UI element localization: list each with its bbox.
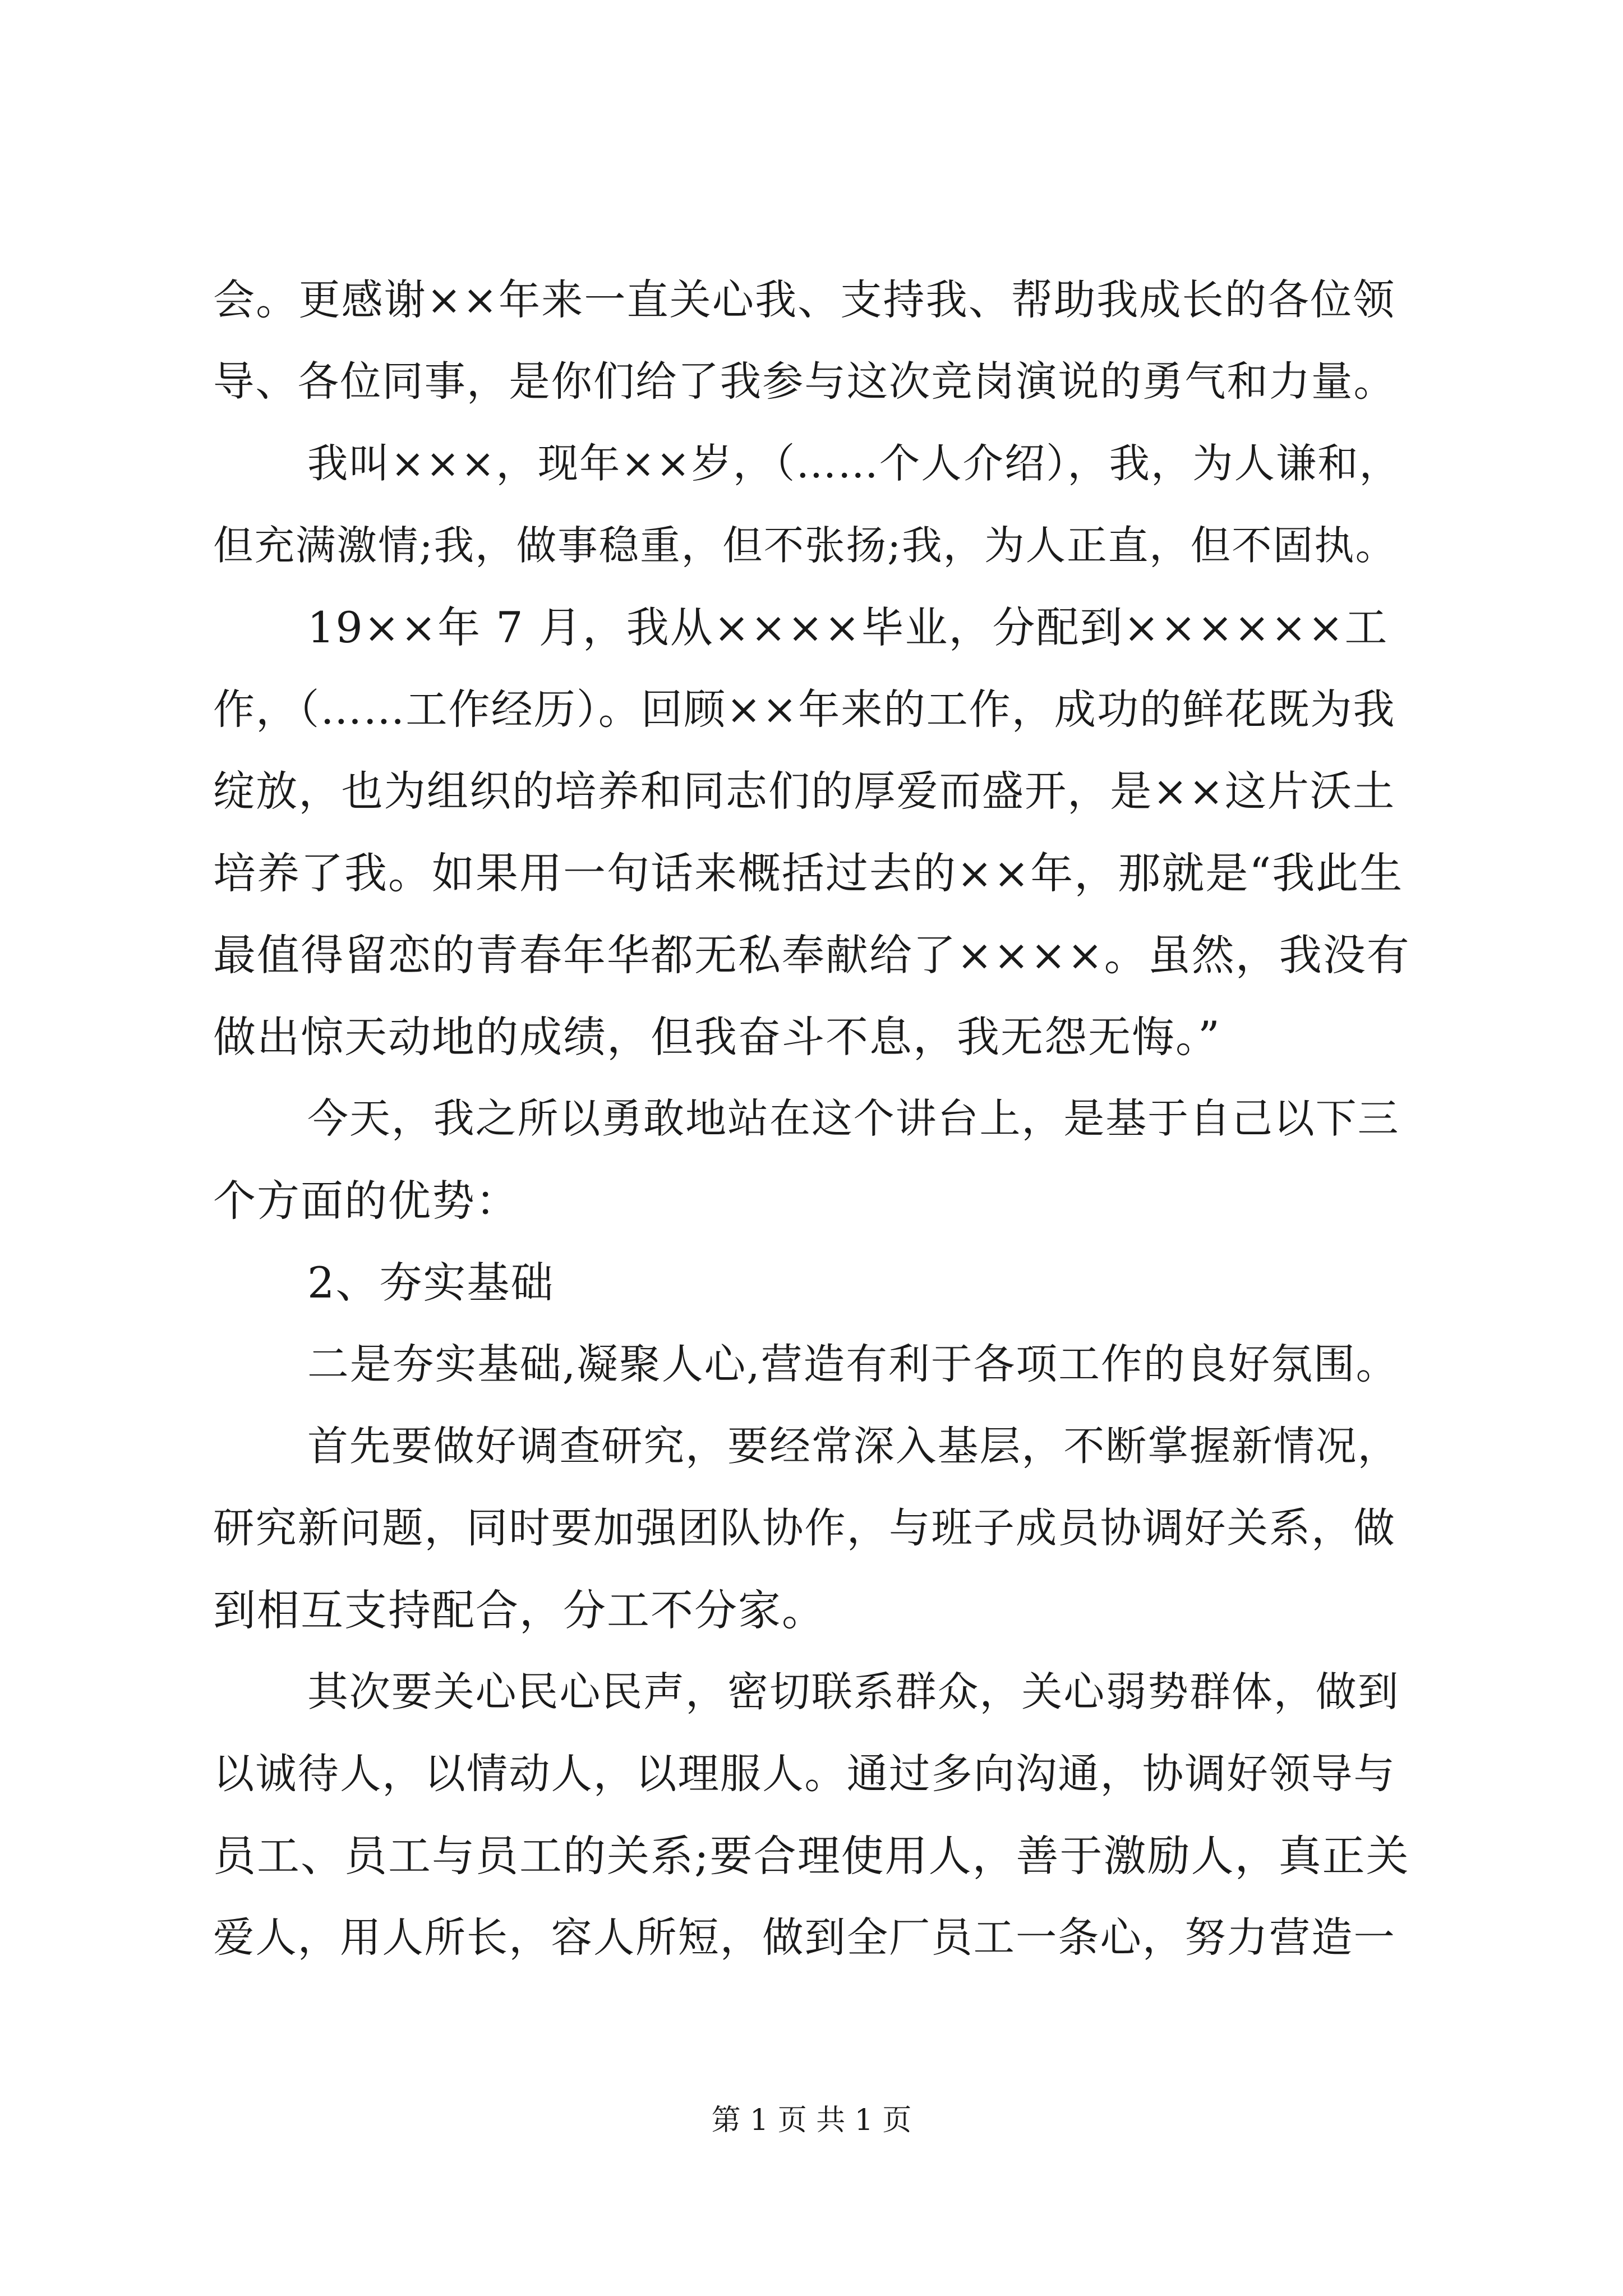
text-line: 绽放，也为组织的培养和同志们的厚爱而盛开，是××这片沃土 [213, 767, 1396, 816]
text-line: 个方面的优势： [213, 1176, 519, 1226]
section-heading: 2、夯实基础 [307, 1258, 555, 1308]
text-line: 员工、员工与员工的关系;要合理使用人，善于激励人，真正关 [213, 1831, 1410, 1881]
text-line: 但充满激情;我，做事稳重，但不张扬;我，为人正直，但不固执。 [213, 522, 1397, 569]
text-line: 19××年 7 月，我从××××毕业，分配到××××××工 [307, 602, 1389, 652]
text-line: 以诚待人，以情动人，以理服人。通过多向沟通，协调好领导与 [213, 1750, 1396, 1798]
text-line: 二是夯实基础,凝聚人心,营造有利于各项工作的良好氛围。 [307, 1341, 1399, 1388]
text-line: 最值得留恋的青春年华都无私奉献给了××××。虽然，我没有 [213, 930, 1410, 980]
text-line: 爱人，用人所长，容人所短，做到全厂员工一条心，努力营造一 [213, 1914, 1396, 1962]
text-line: 作，（……工作经历）。回顾××年来的工作，成功的鲜花既为我 [213, 685, 1396, 734]
text-line: 导、各位同事，是你们给了我参与这次竞岗演说的勇气和力量。 [213, 358, 1396, 406]
text-line: 我叫×××，现年××岁，（……个人介绍），我，为人谦和， [307, 440, 1401, 487]
text-line: 今天，我之所以勇敢地站在这个讲台上，是基于自己以下三 [307, 1095, 1400, 1143]
page-number-footer: 第 1 页 共 1 页 [711, 2104, 912, 2137]
document-body [213, 259, 1419, 1979]
text-line: 会。更感谢××年来一直关心我、支持我、帮助我成长的各位领 [213, 276, 1396, 324]
text-line: 培养了我。如果用一句话来概括过去的××年，那就是“我此生 [213, 848, 1404, 898]
text-line: 首先要做好调查研究，要经常深入基层，不断掌握新情况， [307, 1423, 1400, 1470]
text-line: 到相互支持配合，分工不分家。 [213, 1585, 826, 1635]
text-line: 做出惊天动地的成绩，但我奋斗不息，我无怨无悔。” [213, 1012, 1221, 1062]
text-line: 其次要关心民心民声，密切联系群众，关心弱势群体，做到 [307, 1668, 1400, 1716]
text-line: 研究新问题，同时要加强团队协作，与班子成员协调好关系，做 [213, 1504, 1396, 1552]
